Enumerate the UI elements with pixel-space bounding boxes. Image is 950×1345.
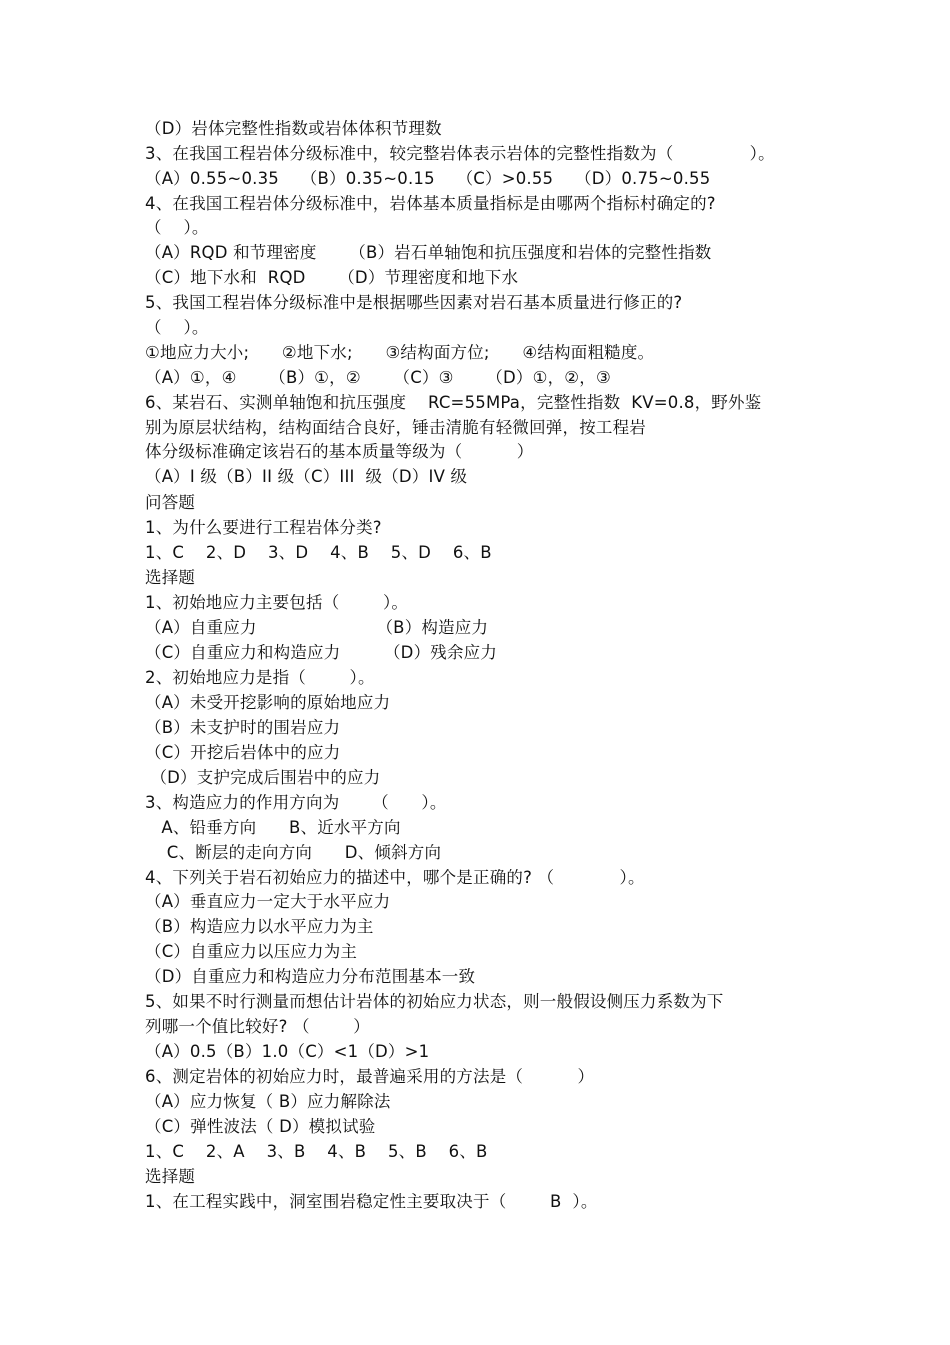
- text-line: （A）自重应力 （B）构造应力: [145, 618, 489, 637]
- text-line: C、断层的走向方向 D、倾斜方向: [145, 843, 442, 862]
- text-line: 体分级标准确定该岩石的基本质量等级为（ ）: [145, 442, 534, 461]
- text-line: （A）①，④ （B）①，② （C）③ （D）①，②，③: [145, 368, 611, 387]
- text-line: 2、初始地应力是指（ ）。: [145, 668, 375, 687]
- section-heading: 选择题: [145, 568, 196, 587]
- text-line: （C）开挖后岩体中的应力: [145, 743, 341, 762]
- answer-key: 1、C 2、D 3、D 4、B 5、D 6、B: [145, 543, 492, 562]
- text-line: （C）自重应力以压应力为主: [145, 942, 358, 961]
- text-line: 1、初始地应力主要包括（ ）。: [145, 593, 409, 612]
- text-line: 4、在我国工程岩体分级标准中，岩体基本质量指标是由哪两个指标村确定的?: [145, 194, 716, 213]
- text-line: （A）0.5（B）1.0（C）<1（D）>1: [145, 1042, 430, 1061]
- text-line: 别为原层状结构，结构面结合良好，锤击清脆有轻微回弹，按工程岩: [145, 418, 646, 437]
- text-line: 5、如果不时行测量而想估计岩体的初始应力状态，则一般假设侧压力系数为下: [145, 992, 724, 1011]
- text-line: （ ）。: [145, 218, 209, 237]
- text-line: 1、在工程实践中，洞室围岩稳定性主要取决于（ B ）。: [145, 1192, 598, 1211]
- text-line: 4、下列关于岩石初始应力的描述中，哪个是正确的? （ ）。: [145, 868, 645, 887]
- text-line: 1、为什么要进行工程岩体分类?: [145, 518, 382, 537]
- text-line: ①地应力大小; ②地下水; ③结构面方位; ④结构面粗糙度。: [145, 343, 655, 362]
- text-line: （A）0.55~0.35 （B）0.35~0.15 （C）>0.55 （D）0.75~0.55: [145, 169, 711, 188]
- section-heading: 问答题: [145, 493, 196, 512]
- text-line: （D）支护完成后围岩中的应力: [145, 768, 381, 787]
- text-line: 6、某岩石、实测单轴饱和抗压强度 RC=55MPa，完整性指数 KV=0.8，野外鉴: [145, 393, 762, 412]
- text-line: （A）垂直应力一定大于水平应力: [145, 892, 391, 911]
- text-line: （A）应力恢复（ B）应力解除法: [145, 1092, 391, 1111]
- text-line: A、铅垂方向 B、近水平方向: [145, 818, 401, 837]
- text-line: （A）I 级（B）II 级（C）III 级（D）IV 级: [145, 467, 468, 486]
- text-line: 列哪一个值比较好? （ ）: [145, 1017, 370, 1036]
- text-line: （B）未支护时的围岩应力: [145, 718, 341, 737]
- text-line: 6、测定岩体的初始应力时，最普遍采用的方法是（ ）: [145, 1067, 595, 1086]
- text-line: （C）弹性波法（ D）模拟试验: [145, 1117, 376, 1136]
- text-line: （ ）。: [145, 318, 209, 337]
- text-line: （A）未受开挖影响的原始地应力: [145, 693, 391, 712]
- text-line: 3、在我国工程岩体分级标准中，较完整岩体表示岩体的完整性指数为（ ）。: [145, 144, 775, 163]
- text-line: 3、构造应力的作用方向为 （ ）。: [145, 793, 447, 812]
- text-line: （C）自重应力和构造应力 （D）残余应力: [145, 643, 498, 662]
- text-line: （D）自重应力和构造应力分布范围基本一致: [145, 967, 476, 986]
- text-line: （B）构造应力以水平应力为主: [145, 917, 374, 936]
- text-line: （A）RQD 和节理密度 （B）岩石单轴饱和抗压强度和岩体的完整性指数: [145, 243, 712, 262]
- answer-key: 1、C 2、A 3、B 4、B 5、B 6、B: [145, 1142, 488, 1161]
- section-heading: 选择题: [145, 1167, 196, 1186]
- text-line: （C）地下水和 RQD （D）节理密度和地下水: [145, 268, 519, 287]
- text-line: 5、我国工程岩体分级标准中是根据哪些因素对岩石基本质量进行修正的?: [145, 293, 683, 312]
- text-line: （D）岩体完整性指数或岩体体积节理数: [145, 119, 442, 138]
